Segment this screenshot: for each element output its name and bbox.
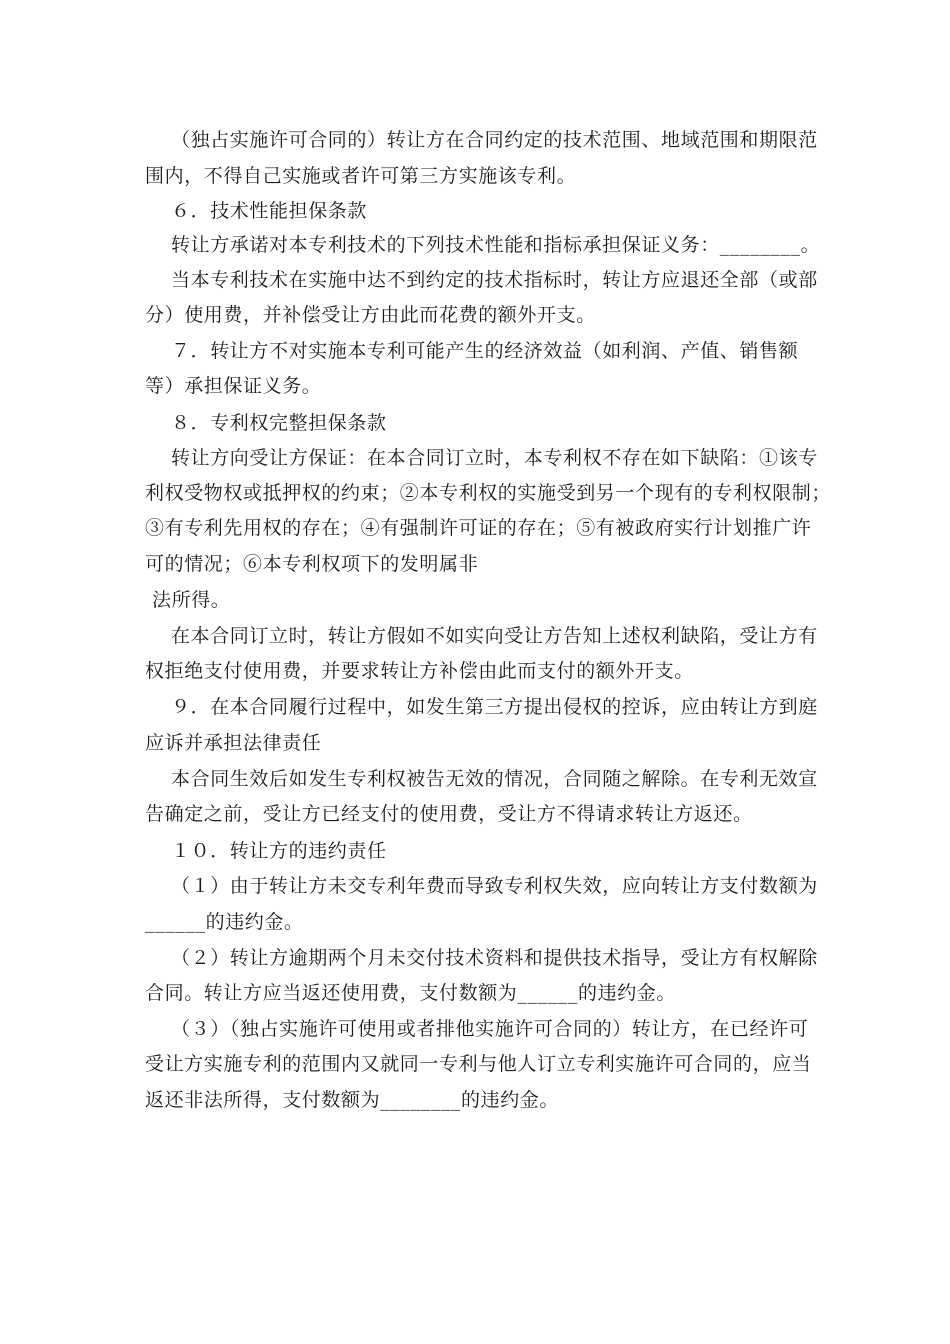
text-line: （３）（独占实施许可使用或者排他实施许可合同的）转让方，在已经许可: [171, 1018, 809, 1040]
text-line: 围内，不得自己实施或者许可第三方实施该专利。: [145, 165, 577, 187]
text-line: （２）转让方逾期两个月未交付技术资料和提供技术指导，受让方有权解除: [171, 947, 818, 969]
text-line: 利权受物权或抵押权的约束；②本专利权的实施受到另一个现有的专利权限制；: [145, 482, 832, 504]
text-line: 转让方向受让方保证：在本合同订立时，本专利权不存在如下缺陷：①该专: [171, 447, 818, 469]
text-line: 法所得。: [152, 589, 231, 611]
section-heading: ７．转让方不对实施本专利可能产生的经济效益（如利润、产值、销售额: [171, 340, 799, 362]
text-line: 转让方承诺对本专利技术的下列技术性能和指标承担保证义务：________。: [171, 234, 821, 256]
text-line: 本合同生效后如发生专利权被告无效的情况，合同随之解除。在专利无效宣: [171, 768, 818, 790]
text-line: 分）使用费，并补偿受让方由此而花费的额外开支。: [145, 304, 596, 326]
section-heading: ８．专利权完整担保条款: [171, 412, 387, 434]
section-heading: ６．技术性能担保条款: [171, 200, 368, 222]
text-line: 权拒绝支付使用费，并要求转让方补偿由此而支付的额外开支。: [145, 660, 694, 682]
text-line: 在本合同订立时，转让方假如不如实向受让方告知上述权利缺陷，受让方有: [171, 625, 818, 647]
text-line: ③有专利先用权的存在；④有强制许可证的存在；⑤有被政府实行计划推广许: [145, 517, 812, 539]
text-line: 告确定之前，受让方已经支付的使用费，受让方不得请求转让方返还。: [145, 803, 753, 825]
text-line: （１）由于转让方未交专利年费而导致专利权失效，应向转让方支付数额为: [171, 875, 818, 897]
section-heading: ９．在本合同履行过程中，如发生第三方提出侵权的控诉，应由转让方到庭: [171, 696, 818, 718]
text-line: 当本专利技术在实施中达不到约定的技术指标时，转让方应退还全部（或部: [171, 269, 818, 291]
section-heading: １０．转让方的违约责任: [171, 840, 387, 862]
text-line: 返还非法所得，支付数额为________的违约金。: [145, 1089, 560, 1111]
text-line: ______的违约金。: [145, 911, 304, 933]
text-line: 受让方实施专利的范围内又就同一专利与他人订立专利实施许可合同的，应当: [145, 1053, 812, 1075]
text-line: 可的情况；⑥本专利权项下的发明属非: [145, 553, 479, 575]
text-line: 合同。转让方应当返还使用费，支付数额为______的违约金。: [145, 982, 677, 1004]
text-line: 应诉并承担法律责任: [145, 732, 322, 754]
text-line: （独占实施许可合同的）转让方在合同约定的技术范围、地域范围和期限范: [171, 129, 818, 151]
text-line: 等）承担保证义务。: [145, 375, 322, 397]
